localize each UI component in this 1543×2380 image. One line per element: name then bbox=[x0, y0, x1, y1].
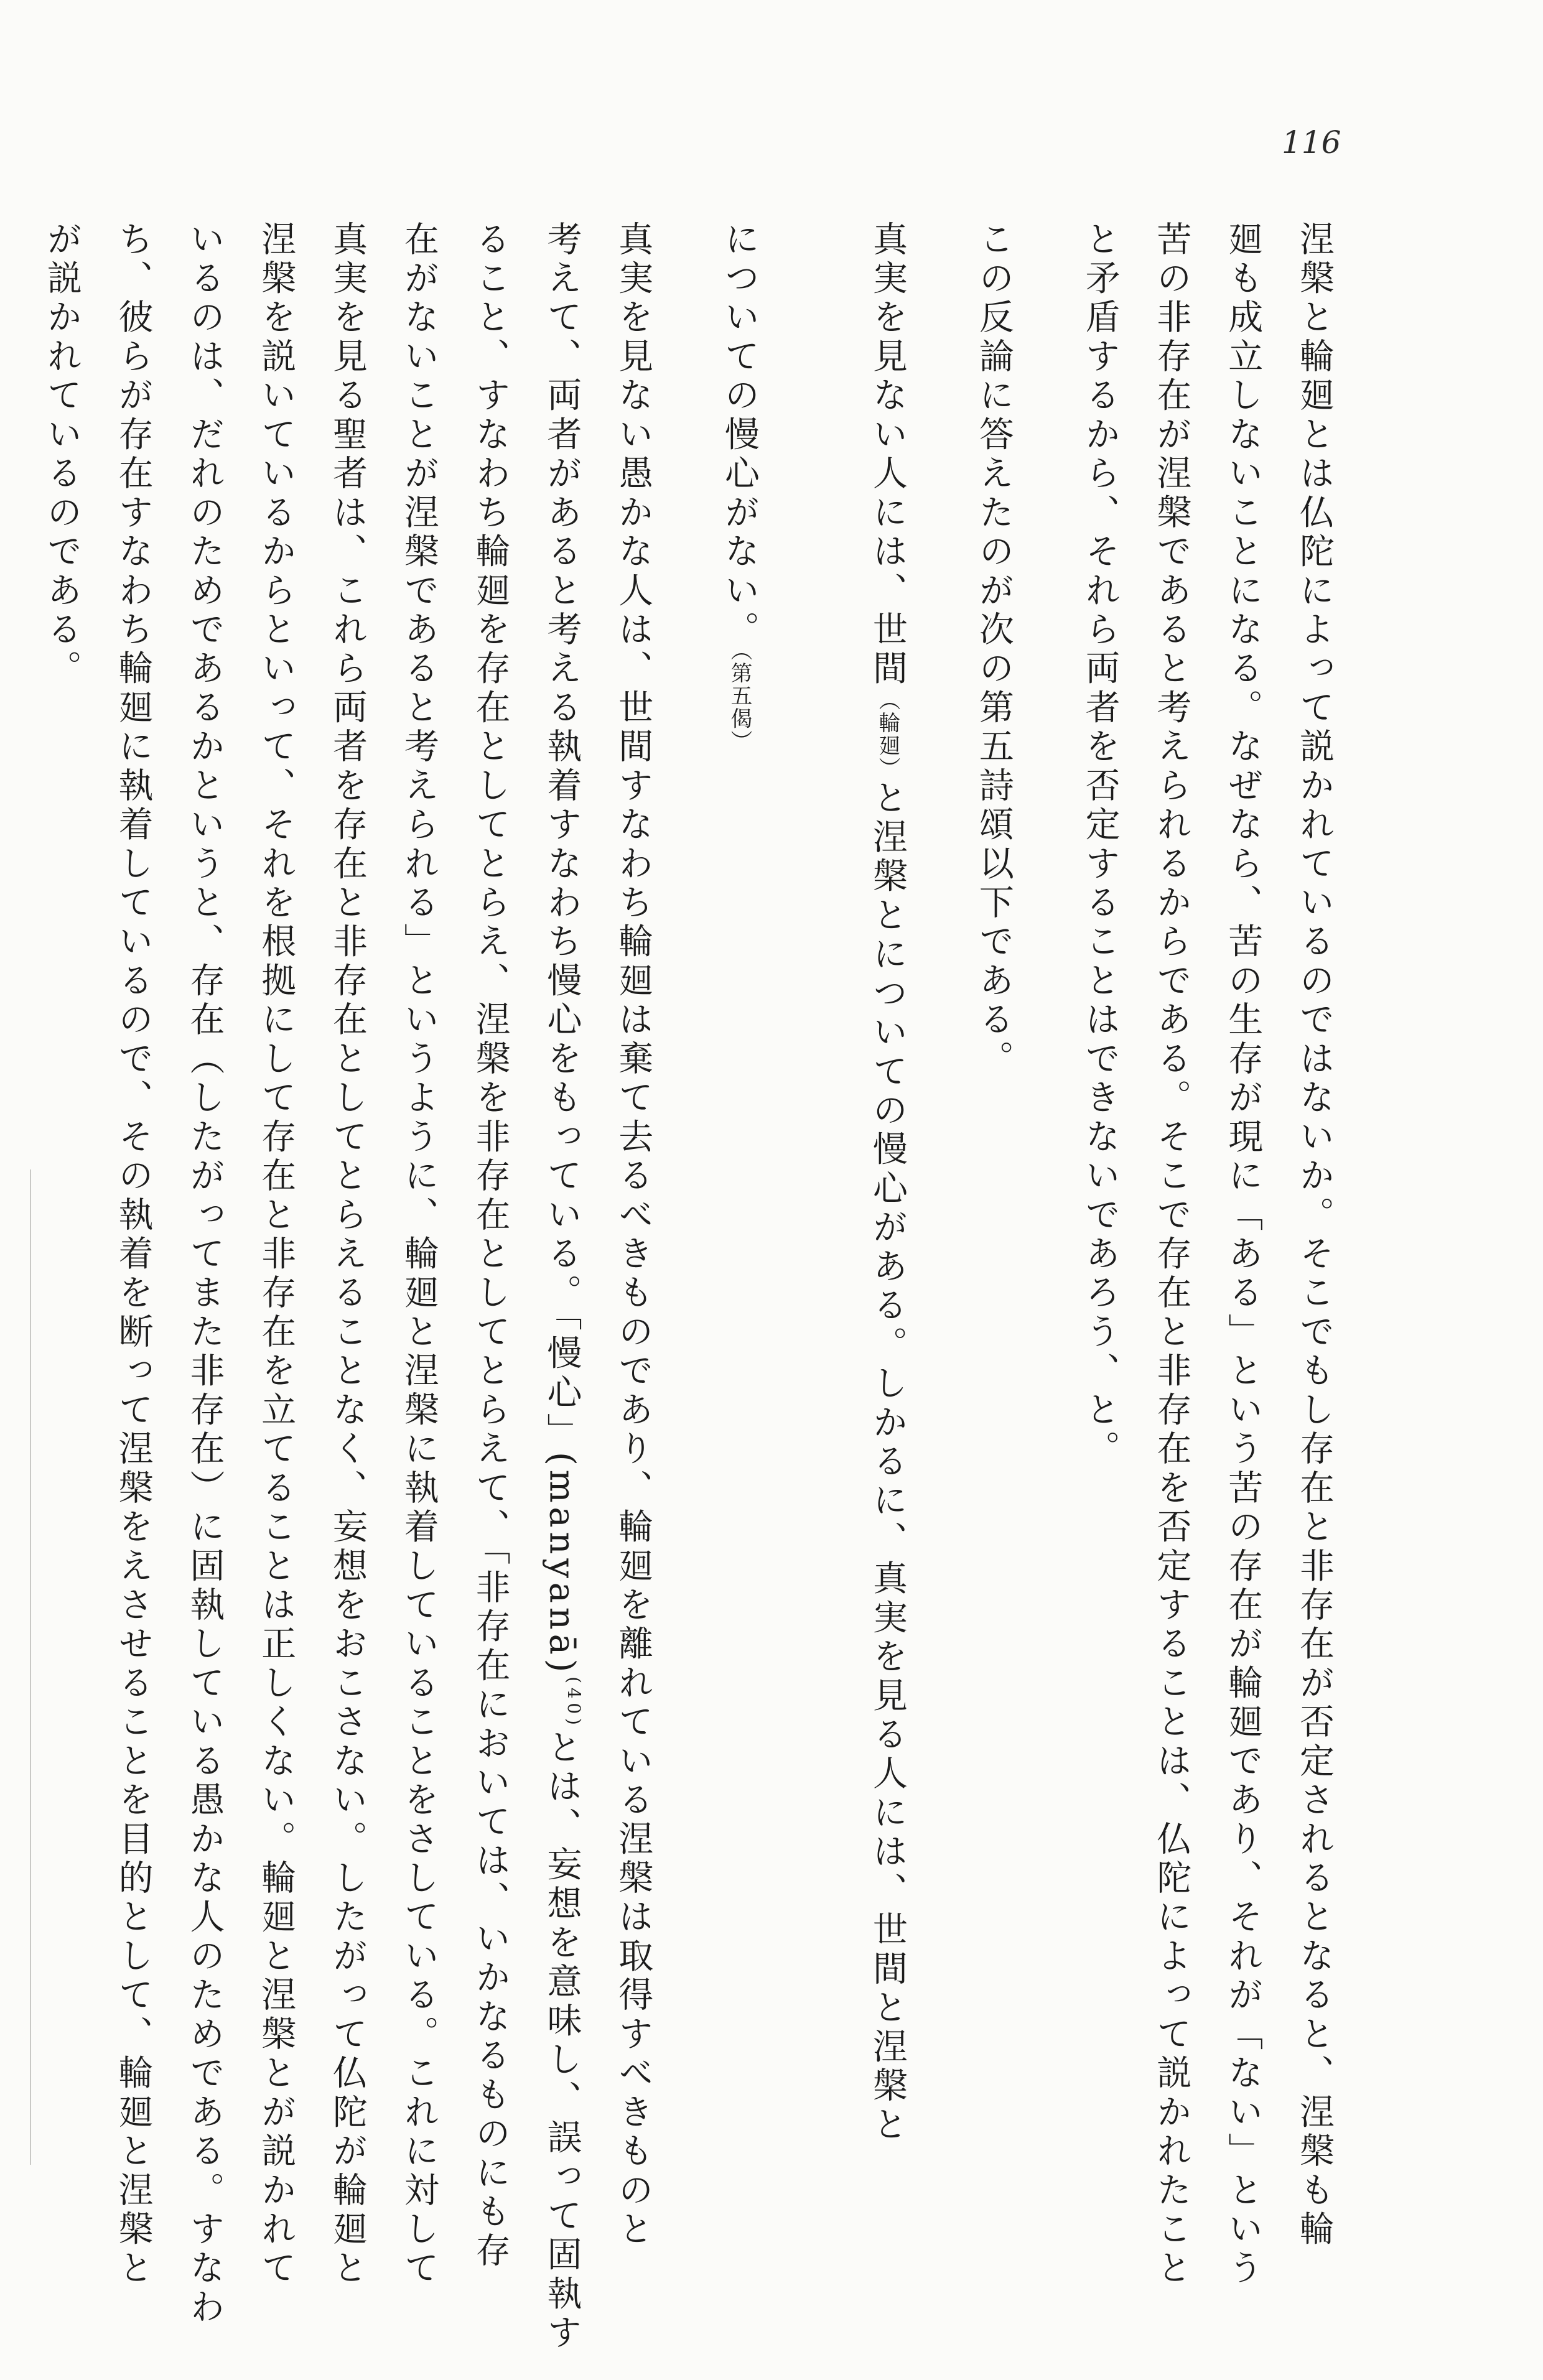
text-line: 苦の非存在が涅槃であると考えられるからである。そこで存在と非存在を否定することは、仏陀によって説かれたこと bbox=[1151, 221, 1192, 2289]
verse-text: についての慢心がない。 bbox=[719, 221, 760, 650]
text-line: 真実を見ない愚かな人は、世間すなわち輪廻は棄て去るべきものであり、輪廻を離れている涅槃は取得すべきものと bbox=[613, 221, 654, 2250]
verse-line bbox=[703, 221, 851, 1931]
text-line bbox=[0, 221, 26, 1931]
text-segment: とは、妄想を意味し、誤って固執す bbox=[541, 1729, 582, 2354]
text-line: 真実を見る聖者は、これら両者を存在と非存在としてとらえることなく、妄想をおこさない。したがって仏陀が輪廻と bbox=[327, 221, 368, 2289]
text-line: いるのは、だれのためであるかというと、存在（したがってまた非存在）に固執している愚かな人のためである。すなわ bbox=[184, 221, 225, 2328]
text-line: 廻も成立しないことになる。なぜなら、苦の生存が現に「ある」という苦の存在が輪廻であり、それが「ない」という bbox=[1223, 221, 1264, 2289]
text-line: この反論に答えたのが次の第五詩頌以下である。 bbox=[973, 221, 1014, 1079]
text-line: と矛盾するから、それら両者を否定することはできないであろう、と。 bbox=[1079, 221, 1121, 1470]
text-line: 涅槃を説いているからといって、それを根拠にして存在と非存在を立てることは正しくない。輪廻と涅槃とが説かれて bbox=[256, 221, 297, 2289]
text-line: 在がないことが涅槃であると考えられる」というように、輪廻と涅槃に執着していることをさしている。これに対して bbox=[398, 221, 439, 2289]
text-segment: 考えて、両者があると考える執着すなわち慢心をもっている。「慢心」(manyanā) bbox=[541, 221, 582, 1677]
text-line: ち、彼らが存在すなわち輪廻に執着しているので、その執着を断って涅槃をえさせることを目的として、輪廻と涅槃と bbox=[113, 221, 154, 2289]
text-line bbox=[526, 221, 597, 2354]
annotation: （輪廻） bbox=[875, 689, 900, 780]
verse-text: と涅槃とについての慢心がある。しかるに、真実を見る人には、世間と涅槃と bbox=[867, 779, 908, 2145]
text-line: が説かれているのである。 bbox=[41, 221, 82, 689]
page-number: 116 bbox=[1282, 124, 1341, 160]
body-text bbox=[41, 221, 1384, 2354]
footnote-ref: (40) bbox=[564, 1676, 585, 1729]
text-line: ること、すなわち輪廻を存在としてとらえ、涅槃を非存在としてとらえて、「非存在においては、いかなるものにも存 bbox=[470, 221, 511, 2272]
text-line: 涅槃と輪廻とは仏陀によって説かれているのではないか。そこでもし存在と非存在が否定されるとなると、涅槃も輪 bbox=[1294, 221, 1335, 2250]
verse-citation: （第五偈） bbox=[727, 649, 752, 753]
scan-margin-line bbox=[30, 1169, 31, 2165]
verse-line bbox=[851, 221, 958, 2145]
verse-text: 真実を見ない人には、世間 bbox=[867, 221, 908, 689]
